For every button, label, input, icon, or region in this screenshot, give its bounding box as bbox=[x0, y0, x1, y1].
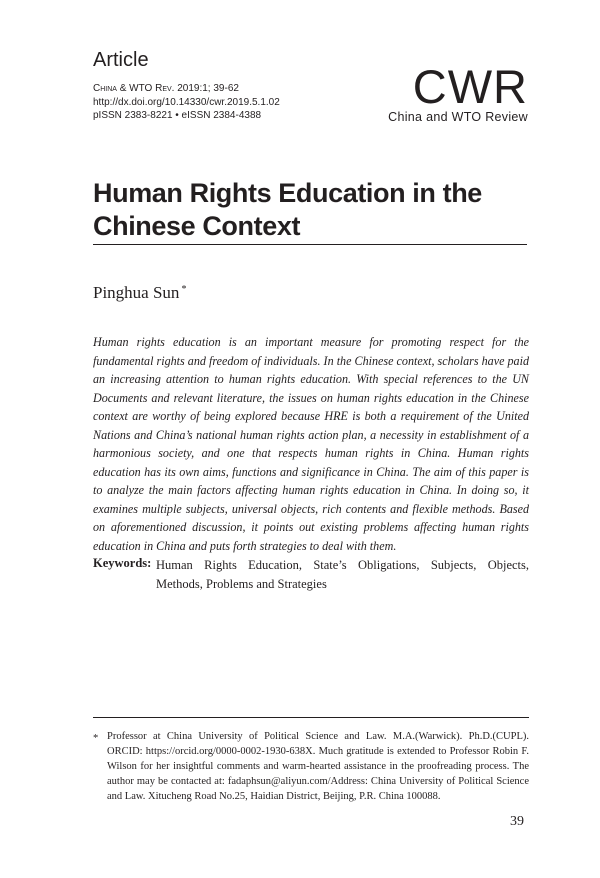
author-line bbox=[93, 283, 186, 303]
section-label: Article bbox=[93, 49, 149, 71]
author-footnote-mark[interactable]: * bbox=[181, 284, 187, 295]
article-title: Human Rights Education in the Chinese Context bbox=[93, 178, 482, 241]
journal-logo bbox=[388, 60, 530, 125]
footnote-text: Professor at China University of Political Science and Law. M.A.(Warwick). Ph.D.(CUPL). ORCID: https://orcid.org/0000-0002-1930-638X. Much gratitude is extended to Professor Robin F. Wilson for her insightful comments and warm-hearted assistance in the proofreading process. The author may be contacted at: fadaphsun@aliyun.com/Address: China University of Political Science and Law. Xitucheng Road No.25, Haidian District, Beijing, P.R. China 100088. bbox=[107, 731, 529, 802]
volume-info: 2019:1; 39-62 bbox=[177, 83, 239, 94]
logo-subtitle: China and WTO Review bbox=[388, 110, 528, 124]
footnote-divider bbox=[93, 717, 529, 718]
doi-link[interactable]: http://dx.doi.org/10.14330/cwr.2019.5.1.02 bbox=[93, 97, 280, 108]
author-name: Pinghua Sun bbox=[93, 283, 180, 302]
page-number: 39 bbox=[510, 814, 524, 829]
title-divider bbox=[93, 244, 527, 245]
journal-citation bbox=[93, 83, 239, 95]
journal-name: China & WTO Rev. bbox=[93, 83, 175, 94]
abstract: Human rights education is an important measure for promoting respect for the fundamental rights and freedom of individuals. In the Chinese context, scholars have paid an increasing attention to human rights education. With special references to the UN Documents and relevant literature, the issues on human rights education in the Chinese context are worthy of being explored because HRE is both a requirement of the United Nations and China’s national human rights action plan, a necessity in establishment of a harmonious society, and one that respects human rights in China. Human rights education has its own aims, functions and significance in China. The aim of this paper is to analyze the main factors affecting human rights education in China. In doing so, it examines multiple subjects, universal objects, rich contents and flexible methods. Based on aforementioned discussion, it points out existing problems affecting human rights education in China and puts forth strategies to deal with them. bbox=[93, 335, 529, 553]
issn-line: pISSN 2383-8221 • eISSN 2384-4388 bbox=[93, 110, 262, 121]
keywords-list: Human Rights Education, State’s Obligations, Subjects, Objects, Methods, Problems and Strategies bbox=[156, 558, 529, 591]
logo-letters: CWR bbox=[412, 60, 528, 113]
footnote-mark: * bbox=[93, 733, 99, 744]
keywords-label: Keywords: bbox=[93, 556, 152, 570]
